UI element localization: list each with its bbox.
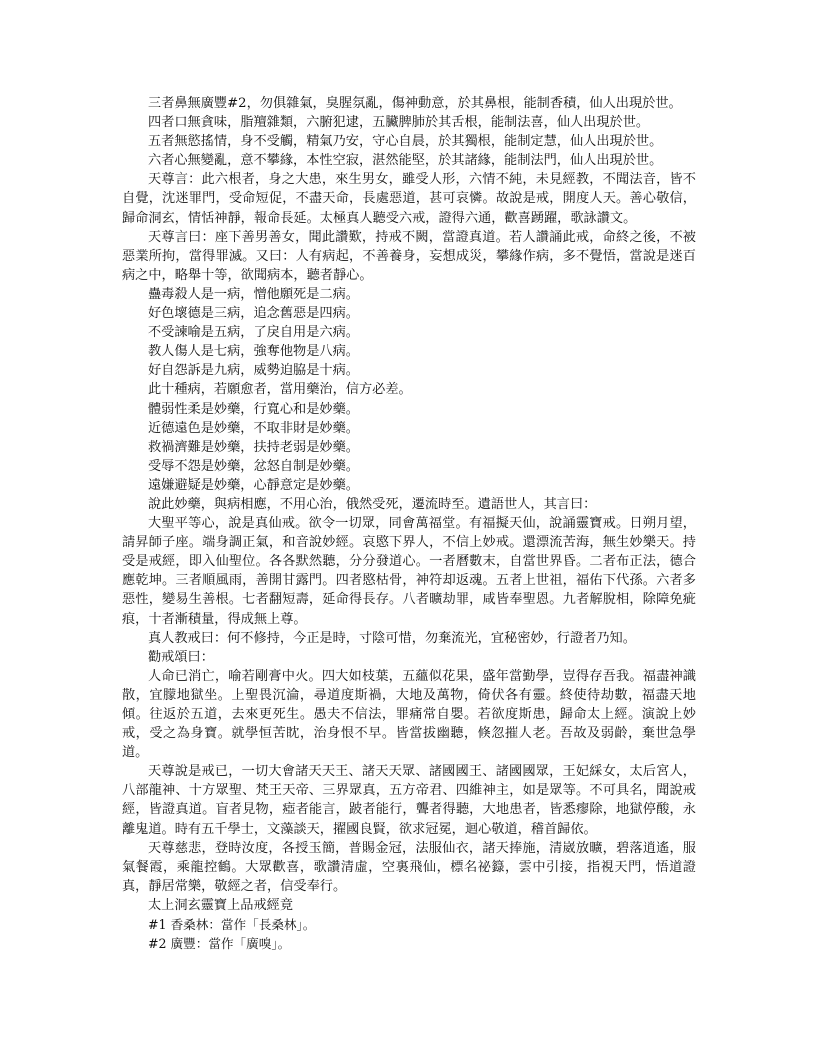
paragraph: 說此妙藥，與病相應，不用心治，俄然受死，遷流時至。遺語世人，其言曰： — [148, 496, 597, 512]
paragraph: 天尊慈悲，登時汝度，各授玉簡，普賜金冠，法服仙衣，諸天捧施，清崴放曠，碧落逍遙，服氣餐霞，乘龍控鶴。大眾歡喜，歌讚清虛，空裏飛仙，標名祕籙，雲中引接，指視天門，悟道證真，靜居常樂，敬經之者，信受奉行。 — [122, 840, 696, 894]
verse-line: 好色壞德是三病，追念舊惡是四病。 — [148, 306, 359, 322]
paragraph: 天尊言曰：座下善男善女，聞此讚歎，持戒不闕，當證真道。若人讚誦此戒，命終之後，不被惡業所拘，當得罪滅。又曰：人有病起，不善養身，妄想成災，攀緣作病，多不覺悟，當說是迷百病之中，略舉十等，欲聞病本，聽者靜心。 — [122, 229, 696, 283]
footnote: #2 廣豐：當作「廣嗅」。 — [148, 936, 291, 952]
paragraph: 天尊說是戒已，一切大會諸天天王、諸天天眾、諸國國王、諸國國眾，王妃綵女，太后宮人，八部龍神、十方眾聖、梵王天帝、三界眾真，五方帝君、四維神主，如是眾等。不可具名，聞說戒經，皆證真道。盲者見物，瘂者能言，跛者能行，聾者得聽，大地患者，皆悉瘳除，地獄停酸，永離鬼道。時有五千學士，文藻談天，擢國良賢，欲求冠冕，迴心敬道，稽首歸依。 — [122, 764, 696, 837]
paragraph: 四者口無貪味，脂羶雜類，六腑犯逮，五臟脾肺於其舌根，能制法喜，仙人出現於世。 — [148, 115, 650, 131]
verse-line: 體弱性柔是妙藥，行寬心和是妙藥。 — [148, 401, 359, 417]
verse-line: 好自怨訴是九病，威勢迫脇是十病。 — [148, 363, 359, 379]
paragraph: 真人教戒曰：何不修持，今正是時，寸陰可惜，勿棄流光，宜秘密妙，行證者乃知。 — [148, 630, 636, 646]
document-body — [122, 94, 696, 953]
paragraph: 三者鼻無廣豐#2，勿俱雜氣，臭腥氛亂，傷神動意，於其鼻根，能制香積，仙人出現於世。 — [148, 96, 682, 111]
verse-line: 受辱不怨是妙藥，忿怒自制是妙藥。 — [148, 458, 359, 474]
verse-line: 遠嫌避疑是妙藥，心靜意定是妙藥。 — [148, 477, 359, 493]
paragraph: 勸戒頌曰： — [148, 649, 214, 665]
paragraph: 大聖平等心，說是真仙戒。欲令一切眾，同會萬福堂。有福擬天仙，說誦靈寶戒。日朔月望，請昇師子座。端身調正氣，和音說妙經。哀愍下界人，不信上妙戒。還漂流苦海，無生妙樂天。持受是戒經，即入仙聖位。各各默然聽，分分發道心。一者曆數末，自當世界昏。二者布正法，德合應乾坤。三者順風雨，善開甘露門。四者愍枯骨，神符却返魂。五者上世祖，福佑下代孫。六者多惡性，變易生善根。七者翻短壽，延命得長存。八者曠劫罪，咸皆奉聖恩。九者解脫相，除障免疵痕，十者漸積量，得成無上尊。 — [122, 516, 696, 627]
verse-line: 救禍濟難是妙藥，扶持老弱是妙藥。 — [148, 439, 359, 455]
footnote: #1 香桑林：當作「長桑林」。 — [148, 917, 316, 933]
paragraph: 天尊言：此六根者，身之大患，來生男女，雖受人形，六情不純，未見經教，不聞法音，皆不自覺，沈迷罪門，受命短促，不盡天命，長處惡道，甚可哀憐。故說是戒，開度人天。善心敬信，歸命洞玄，情恬神靜，報命長延。太極真人聽受六戒，證得六通，歡喜踴躍，歌詠讚文。 — [122, 172, 696, 226]
verse-line: 蠱毒殺人是一病，憎他願死是二病。 — [148, 286, 359, 302]
paragraph: 五者無慾搖情，身不受觸，精氣乃安，守心自晨，於其獨根，能制定慧，仙人出現於世。 — [148, 134, 663, 150]
verse-line: 不受諫喻是五病，了戾自用是六病。 — [148, 325, 359, 341]
paragraph: 此十種病，若願愈者，當用藥治，信方必差。 — [148, 382, 412, 398]
paragraph: 人命已消亡，喻若剛膏中火。四大如枝葉，五蘊似花果，盛年當勤學，豈得存吾我。福盡神識散，宜朦地獄坐。上聖畏沉淪，尋道度斯禍，大地及萬物，倚伏各有靈。終使待劫數，福盡天地傾。往返於五道，去來更死生。愚夫不信法，罪痛常自嬰。若欲度斯患，歸命太上經。演說上妙戒，受之為身寶。就學恒苦眈，治身恨不早。皆當拔幽聽，倏忽摧人老。吾故及弱齡，棄世急學道。 — [122, 668, 696, 761]
verse-line: 近德遠色是妙藥，不取非財是妙藥。 — [148, 420, 359, 436]
paragraph: 六者心無變亂，意不攀緣，本性空寂，湛然能堅，於其諸緣，能制法門，仙人出現於世。 — [148, 153, 663, 169]
verse-line: 教人傷人是七病，強奪他物是八病。 — [148, 344, 359, 360]
closing-title: 太上洞玄靈寶上品戒經竟 — [148, 897, 294, 913]
